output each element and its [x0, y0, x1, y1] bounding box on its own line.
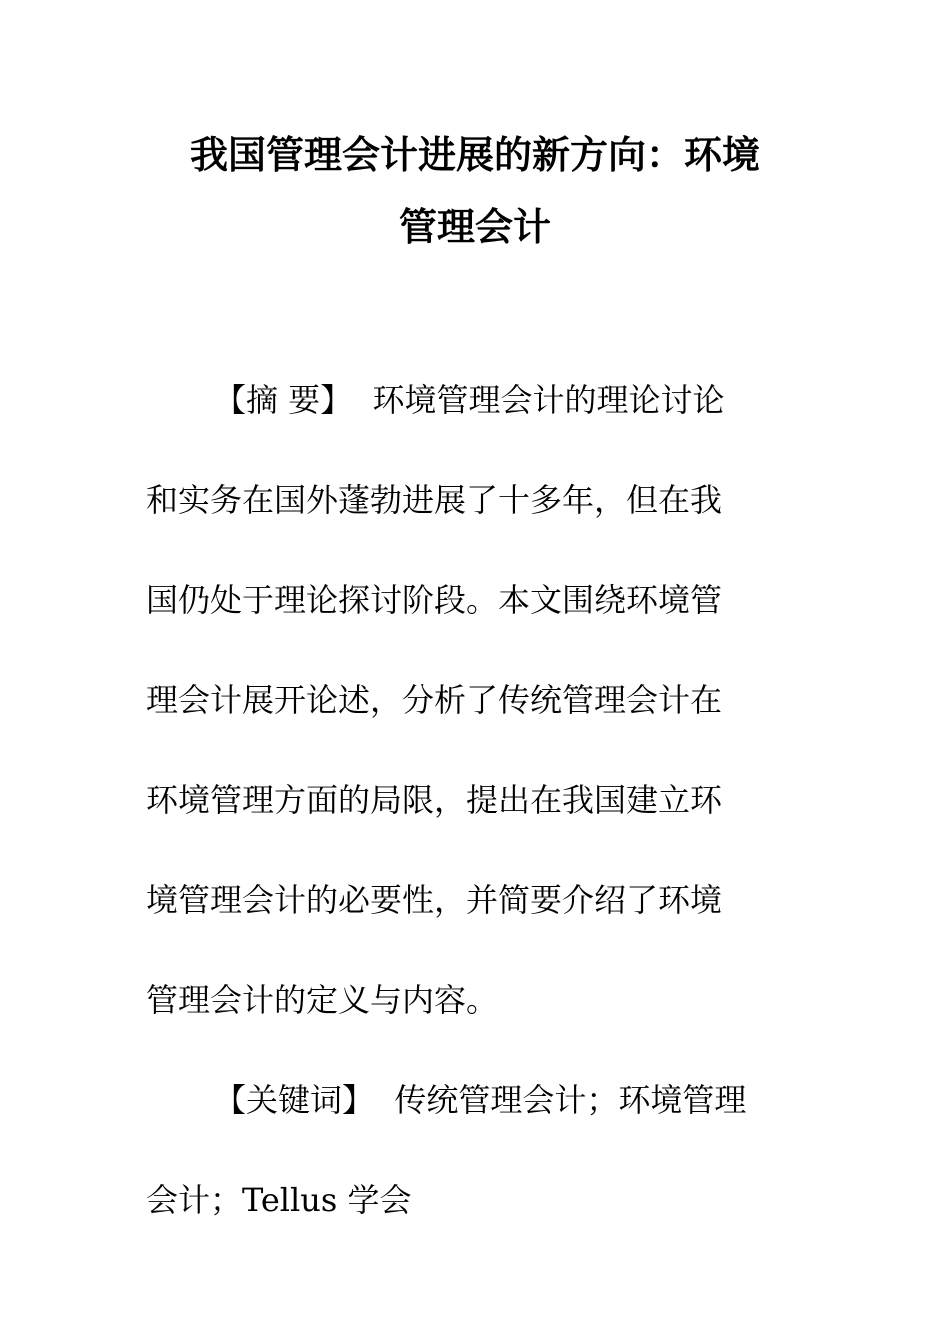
- document-title-line-1: 我国管理会计进展的新方向：环境: [189, 132, 760, 177]
- abstract-text-line: 环境管理会计的理论讨论: [372, 381, 725, 419]
- abstract-text-line: 环境管理方面的局限，提出在我国建立环: [146, 781, 723, 819]
- abstract-label: 【摘 要】: [214, 381, 353, 419]
- keywords-text-line: 会计；Tellus 学会: [146, 1181, 412, 1219]
- keywords-label: 【关键词】: [214, 1081, 375, 1119]
- abstract-text-line: 管理会计的定义与内容。: [146, 981, 499, 1019]
- document-title-line-2: 管理会计: [398, 204, 551, 249]
- abstract-text-line: 国仍处于理论探讨阶段。本文围绕环境管: [146, 581, 723, 619]
- abstract-text-line: 理会计展开论述，分析了传统管理会计在: [146, 681, 723, 719]
- keywords-first-line: [214, 1081, 747, 1119]
- abstract-text-line: 境管理会计的必要性，并简要介绍了环境: [146, 881, 723, 919]
- abstract-first-line: [214, 381, 725, 419]
- keywords-text-line: 传统管理会计；环境管理: [394, 1081, 747, 1119]
- abstract-text-line: 和实务在国外蓬勃进展了十多年，但在我: [146, 481, 723, 519]
